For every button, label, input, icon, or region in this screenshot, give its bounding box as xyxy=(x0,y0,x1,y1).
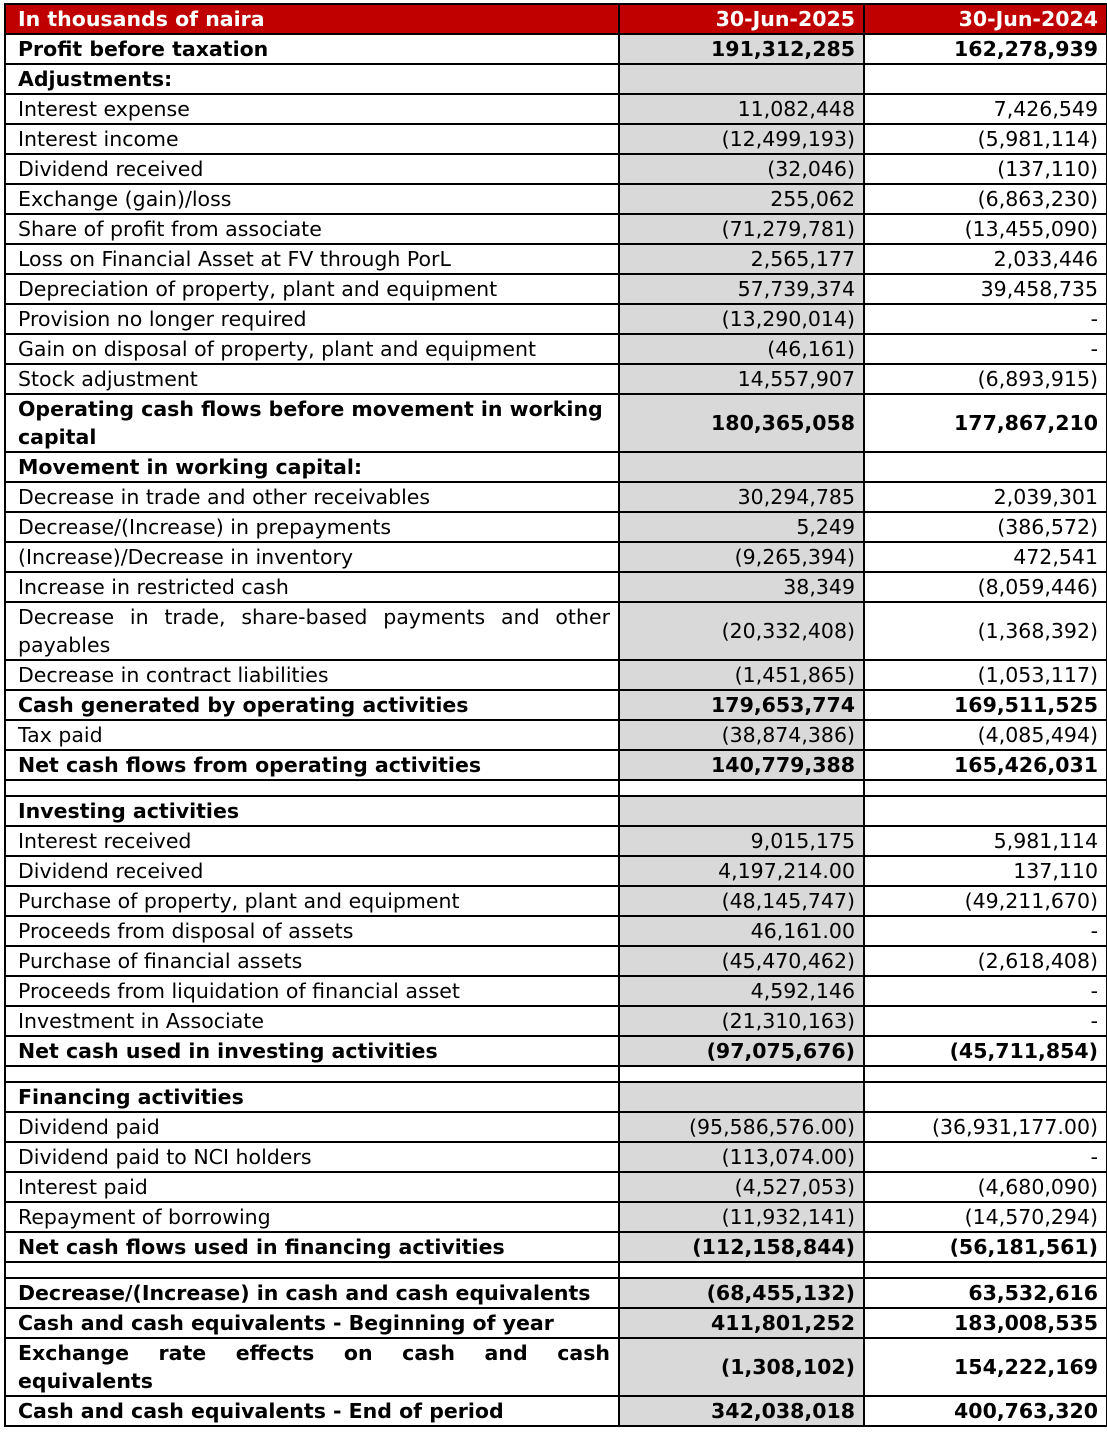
value-2025: (46,161) xyxy=(619,334,864,364)
value-2024 xyxy=(864,64,1107,94)
value-2024: 169,511,525 xyxy=(864,690,1107,720)
total-row xyxy=(5,1338,1107,1396)
value-2025: 180,365,058 xyxy=(619,394,864,452)
value-2025: 2,565,177 xyxy=(619,244,864,274)
table-row xyxy=(5,1142,1107,1172)
table-row xyxy=(5,482,1107,512)
value-2025: (68,455,132) xyxy=(619,1278,864,1308)
table-row xyxy=(5,542,1107,572)
row-label: Dividend received xyxy=(5,856,619,886)
table-row xyxy=(5,856,1107,886)
subtotal-row xyxy=(5,690,1107,720)
table-row xyxy=(5,154,1107,184)
value-2025: 5,249 xyxy=(619,512,864,542)
row-label: Depreciation of property, plant and equipment xyxy=(5,274,619,304)
value-2024: 162,278,939 xyxy=(864,34,1107,64)
value-2024 xyxy=(864,1082,1107,1112)
value-2024: (6,893,915) xyxy=(864,364,1107,394)
row-label: Stock adjustment xyxy=(5,364,619,394)
row-label: Exchange (gain)/loss xyxy=(5,184,619,214)
value-2025: (1,451,865) xyxy=(619,660,864,690)
value-2025: 179,653,774 xyxy=(619,690,864,720)
value-2024: (4,085,494) xyxy=(864,720,1107,750)
row-label: Loss on Financial Asset at FV through PorL xyxy=(5,244,619,274)
table-row xyxy=(5,94,1107,124)
value-2025: 4,592,146 xyxy=(619,976,864,1006)
value-2024: (45,711,854) xyxy=(864,1036,1107,1066)
row-label: Interest received xyxy=(5,826,619,856)
value-2024: (137,110) xyxy=(864,154,1107,184)
value-2025: (97,075,676) xyxy=(619,1036,864,1066)
row-label: Gain on disposal of property, plant and equipment xyxy=(5,334,619,364)
value-2025: 255,062 xyxy=(619,184,864,214)
table-row xyxy=(5,602,1107,660)
value-2025 xyxy=(619,64,864,94)
spacer-row xyxy=(5,780,1107,796)
table-row xyxy=(5,1006,1107,1036)
row-label: Purchase of financial assets xyxy=(5,946,619,976)
value-2025: (48,145,747) xyxy=(619,886,864,916)
section-row xyxy=(5,796,1107,826)
table-row xyxy=(5,826,1107,856)
value-2025: 342,038,018 xyxy=(619,1396,864,1426)
value-2025: 46,161.00 xyxy=(619,916,864,946)
row-label: Exchange rate effects on cash and cash equivalents xyxy=(5,1338,619,1396)
total-row xyxy=(5,1308,1107,1338)
row-label: (Increase)/Decrease in inventory xyxy=(5,542,619,572)
value-2024: 39,458,735 xyxy=(864,274,1107,304)
row-label: Dividend paid xyxy=(5,1112,619,1142)
value-2025: (9,265,394) xyxy=(619,542,864,572)
value-2025: (4,527,053) xyxy=(619,1172,864,1202)
value-2025: 57,739,374 xyxy=(619,274,864,304)
row-label: Share of profit from associate xyxy=(5,214,619,244)
value-2025: (71,279,781) xyxy=(619,214,864,244)
spacer-row xyxy=(5,1066,1107,1082)
value-2024: (386,572) xyxy=(864,512,1107,542)
row-label: Decrease in trade and other receivables xyxy=(5,482,619,512)
table-row xyxy=(5,244,1107,274)
table-row xyxy=(5,512,1107,542)
table-row xyxy=(5,364,1107,394)
value-2024: (6,863,230) xyxy=(864,184,1107,214)
section-label: Financing activities xyxy=(5,1082,619,1112)
row-label: Interest income xyxy=(5,124,619,154)
table-row xyxy=(5,976,1107,1006)
section-row xyxy=(5,1082,1107,1112)
value-2025: (95,586,576.00) xyxy=(619,1112,864,1142)
cash-flow-table xyxy=(4,3,1107,1427)
value-2025: 30,294,785 xyxy=(619,482,864,512)
row-label: Net cash flows from operating activities xyxy=(5,750,619,780)
section-label: Investing activities xyxy=(5,796,619,826)
value-2024: 2,033,446 xyxy=(864,244,1107,274)
row-label: Profit before taxation xyxy=(5,34,619,64)
value-2024: 400,763,320 xyxy=(864,1396,1107,1426)
row-label: Provision no longer required xyxy=(5,304,619,334)
row-label: Proceeds from disposal of assets xyxy=(5,916,619,946)
section-label: Movement in working capital: xyxy=(5,452,619,482)
value-2025: 14,557,907 xyxy=(619,364,864,394)
row-label: Decrease in trade, share-based payments and other payables xyxy=(5,602,619,660)
row-label: Proceeds from liquidation of financial asset xyxy=(5,976,619,1006)
value-2025: 11,082,448 xyxy=(619,94,864,124)
table-row xyxy=(5,274,1107,304)
row-label: Dividend received xyxy=(5,154,619,184)
table-row xyxy=(5,184,1107,214)
row-label: Repayment of borrowing xyxy=(5,1202,619,1232)
value-2024: - xyxy=(864,1006,1107,1036)
value-2024: 7,426,549 xyxy=(864,94,1107,124)
value-2024: (1,053,117) xyxy=(864,660,1107,690)
table-row xyxy=(5,572,1107,602)
value-2025 xyxy=(619,796,864,826)
value-2024: 183,008,535 xyxy=(864,1308,1107,1338)
row-label: Cash generated by operating activities xyxy=(5,690,619,720)
row-label: Interest paid xyxy=(5,1172,619,1202)
value-2024: (56,181,561) xyxy=(864,1232,1107,1262)
value-2024: - xyxy=(864,916,1107,946)
value-2024: (2,618,408) xyxy=(864,946,1107,976)
value-2025: (112,158,844) xyxy=(619,1232,864,1262)
value-2024: (13,455,090) xyxy=(864,214,1107,244)
header-col-2024: 30-Jun-2024 xyxy=(864,4,1107,34)
value-2024: - xyxy=(864,304,1107,334)
table-row xyxy=(5,946,1107,976)
total-row xyxy=(5,1036,1107,1066)
value-2025 xyxy=(619,1082,864,1112)
table-row xyxy=(5,334,1107,364)
value-2025: (38,874,386) xyxy=(619,720,864,750)
subtotal-row xyxy=(5,394,1107,452)
row-label: Increase in restricted cash xyxy=(5,572,619,602)
value-2025: 9,015,175 xyxy=(619,826,864,856)
row-label: Tax paid xyxy=(5,720,619,750)
total-row xyxy=(5,750,1107,780)
table-row xyxy=(5,916,1107,946)
value-2024: 63,532,616 xyxy=(864,1278,1107,1308)
table-row xyxy=(5,214,1107,244)
row-label: Operating cash flows before movement in working capital xyxy=(5,394,619,452)
row-label: Purchase of property, plant and equipment xyxy=(5,886,619,916)
value-2024: 177,867,210 xyxy=(864,394,1107,452)
header-col-2025: 30-Jun-2025 xyxy=(619,4,864,34)
row-label: Cash and cash equivalents - Beginning of year xyxy=(5,1308,619,1338)
value-2024: (8,059,446) xyxy=(864,572,1107,602)
value-2025: (45,470,462) xyxy=(619,946,864,976)
header-row xyxy=(5,4,1107,34)
value-2025: (20,332,408) xyxy=(619,602,864,660)
value-2024: (4,680,090) xyxy=(864,1172,1107,1202)
header-label: In thousands of naira xyxy=(5,4,619,34)
value-2025: 38,349 xyxy=(619,572,864,602)
value-2024: (36,931,177.00) xyxy=(864,1112,1107,1142)
value-2024: - xyxy=(864,1142,1107,1172)
value-2024: (5,981,114) xyxy=(864,124,1107,154)
value-2025: 411,801,252 xyxy=(619,1308,864,1338)
value-2024: - xyxy=(864,334,1107,364)
row-label: Cash and cash equivalents - End of period xyxy=(5,1396,619,1426)
row-label: Net cash flows used in financing activities xyxy=(5,1232,619,1262)
value-2025: 4,197,214.00 xyxy=(619,856,864,886)
spacer-row xyxy=(5,1262,1107,1278)
table-row xyxy=(5,886,1107,916)
row-label: Interest expense xyxy=(5,94,619,124)
value-2025: (1,308,102) xyxy=(619,1338,864,1396)
total-row xyxy=(5,1278,1107,1308)
row-label: Dividend paid to NCI holders xyxy=(5,1142,619,1172)
value-2024: - xyxy=(864,976,1107,1006)
row-label: Decrease/(Increase) in cash and cash equivalents xyxy=(5,1278,619,1308)
value-2024: 472,541 xyxy=(864,542,1107,572)
value-2025: 140,779,388 xyxy=(619,750,864,780)
value-2025 xyxy=(619,452,864,482)
value-2025: (32,046) xyxy=(619,154,864,184)
value-2024: (1,368,392) xyxy=(864,602,1107,660)
value-2024: (14,570,294) xyxy=(864,1202,1107,1232)
section-label: Adjustments: xyxy=(5,64,619,94)
value-2025: (13,290,014) xyxy=(619,304,864,334)
row-label: Net cash used in investing activities xyxy=(5,1036,619,1066)
row-label: Decrease/(Increase) in prepayments xyxy=(5,512,619,542)
row-label: Decrease in contract liabilities xyxy=(5,660,619,690)
table-row xyxy=(5,1172,1107,1202)
table-row xyxy=(5,660,1107,690)
total-row xyxy=(5,1396,1107,1426)
section-row xyxy=(5,452,1107,482)
value-2024 xyxy=(864,452,1107,482)
value-2024: 137,110 xyxy=(864,856,1107,886)
value-2024: 154,222,169 xyxy=(864,1338,1107,1396)
table-row xyxy=(5,720,1107,750)
value-2025: (12,499,193) xyxy=(619,124,864,154)
value-2024: 5,981,114 xyxy=(864,826,1107,856)
value-2024 xyxy=(864,796,1107,826)
value-2025: 191,312,285 xyxy=(619,34,864,64)
total-row xyxy=(5,1232,1107,1262)
table-row xyxy=(5,1112,1107,1142)
row-label: Investment in Associate xyxy=(5,1006,619,1036)
table-row xyxy=(5,34,1107,64)
section-row xyxy=(5,64,1107,94)
table-row xyxy=(5,1202,1107,1232)
value-2025: (113,074.00) xyxy=(619,1142,864,1172)
value-2024: 165,426,031 xyxy=(864,750,1107,780)
value-2025: (21,310,163) xyxy=(619,1006,864,1036)
value-2024: (49,211,670) xyxy=(864,886,1107,916)
table-row xyxy=(5,124,1107,154)
value-2025: (11,932,141) xyxy=(619,1202,864,1232)
table-row xyxy=(5,304,1107,334)
value-2024: 2,039,301 xyxy=(864,482,1107,512)
